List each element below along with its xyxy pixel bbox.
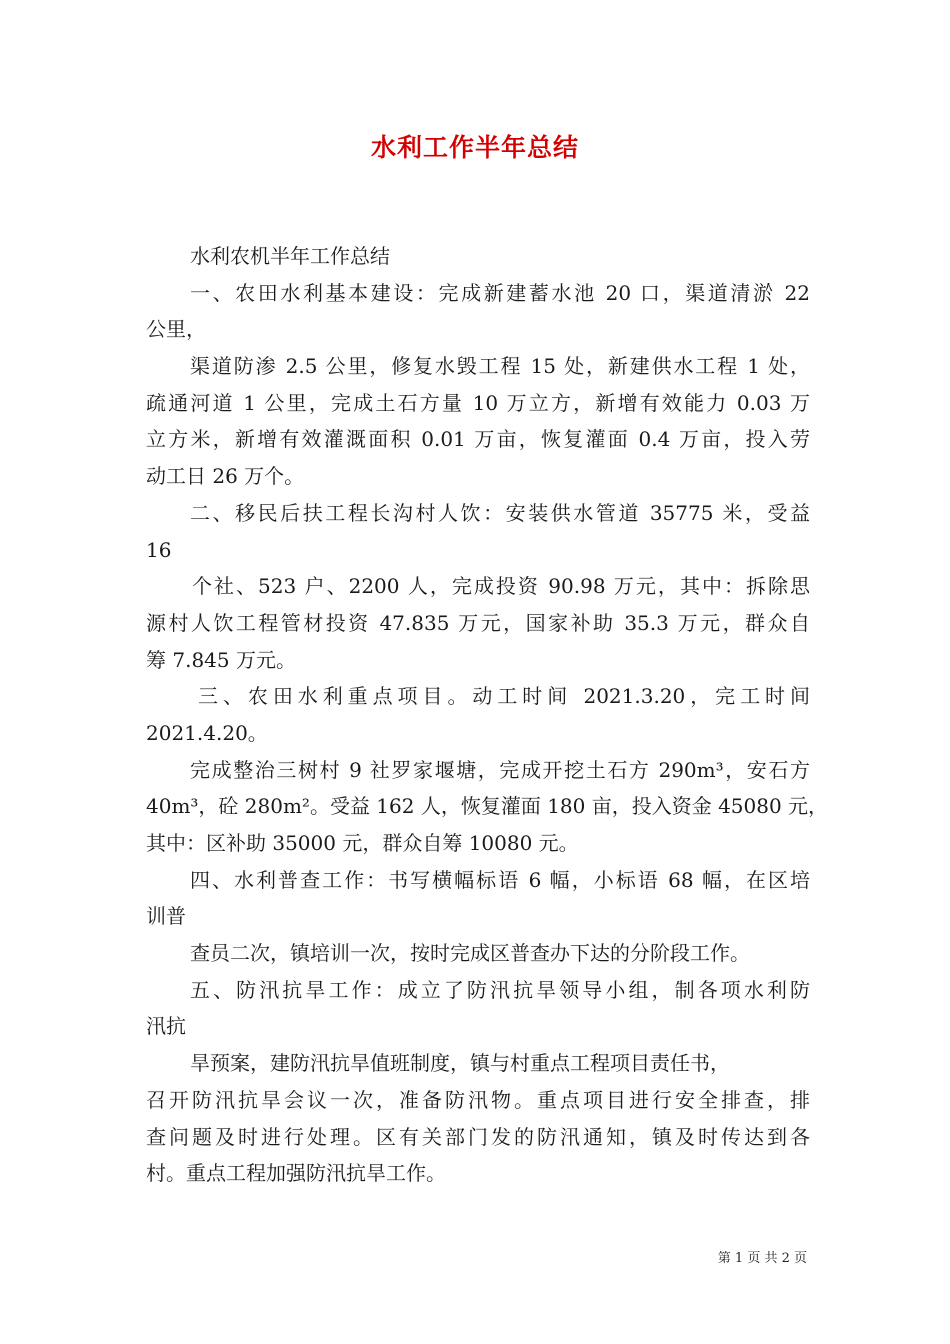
- body-line: 渠道防渗 2.5 公里，修复水毁工程 15 处，新建供水工程 1 处，: [190, 354, 810, 379]
- body-line: 2021.4.20。: [146, 720, 268, 745]
- body-line: 查员二次，镇培训一次，按时完成区普查办下达的分阶段工作。: [190, 941, 750, 966]
- body-line: 筹 7.845 万元。: [146, 647, 296, 672]
- body-line: 召开防汛抗旱会议一次，准备防汛物。重点项目进行安全排查，排: [146, 1087, 810, 1112]
- body-line: 完成整治三树村 9 社罗家堰塘，完成开挖土石方 290m³，安石方: [190, 757, 810, 782]
- body-line: 水利农机半年工作总结: [190, 244, 390, 268]
- body-line: 其中：区补助 35000 元，群众自筹 10080 元。: [146, 831, 579, 855]
- body-line: 四、水利普查工作：书写横幅标语 6 幅，小标语 68 幅，在区培: [190, 867, 810, 892]
- body-line: 40m³，砼 280m²。受益 162 人，恢复灌面 180 亩，投入资金 45080 元，: [146, 794, 829, 819]
- body-line: 汛抗: [146, 1014, 186, 1039]
- body-line: 动工日 26 万个。: [146, 464, 305, 489]
- body-line: 训普: [146, 904, 186, 929]
- body-line: 源村人饮工程管材投资 47.835 万元，国家补助 35.3 万元，群众自: [146, 610, 810, 635]
- body-line: 三、农田水利重点项目。动工时间 2021.3.20，完工时间: [198, 684, 810, 709]
- body-line: 旱预案，建防汛抗旱值班制度，镇与村重点工程项目责任书，: [190, 1051, 730, 1076]
- body-line: 村。重点工程加强防汛抗旱工作。: [146, 1161, 446, 1186]
- document-body: [146, 238, 829, 1192]
- body-line: 立方米，新增有效灌溉面积 0.01 万亩，恢复灌面 0.4 万亩，投入劳: [146, 427, 810, 452]
- body-line: 一、农田水利基本建设：完成新建蓄水池 20 口，渠道清淤 22: [190, 280, 810, 305]
- body-line: 五、防汛抗旱工作：成立了防汛抗旱领导小组，制各项水利防: [190, 977, 810, 1002]
- page-number: 第 1 页 共 2 页: [717, 1251, 807, 1266]
- document-title: 水利工作半年总结: [370, 133, 579, 162]
- body-line: 个社、523 户、2200 人，完成投资 90.98 万元，其中：拆除思: [192, 574, 810, 599]
- body-line: 查问题及时进行处理。区有关部门发的防汛通知，镇及时传达到各: [146, 1124, 810, 1149]
- body-line: 疏通河道 1 公里，完成土石方量 10 万立方，新增有效能力 0.03 万: [146, 390, 810, 415]
- body-line: 16: [146, 537, 172, 562]
- body-line: 公里，: [146, 317, 206, 342]
- body-line: 二、移民后扶工程长沟村人饮：安装供水管道 35775 米，受益: [190, 500, 810, 525]
